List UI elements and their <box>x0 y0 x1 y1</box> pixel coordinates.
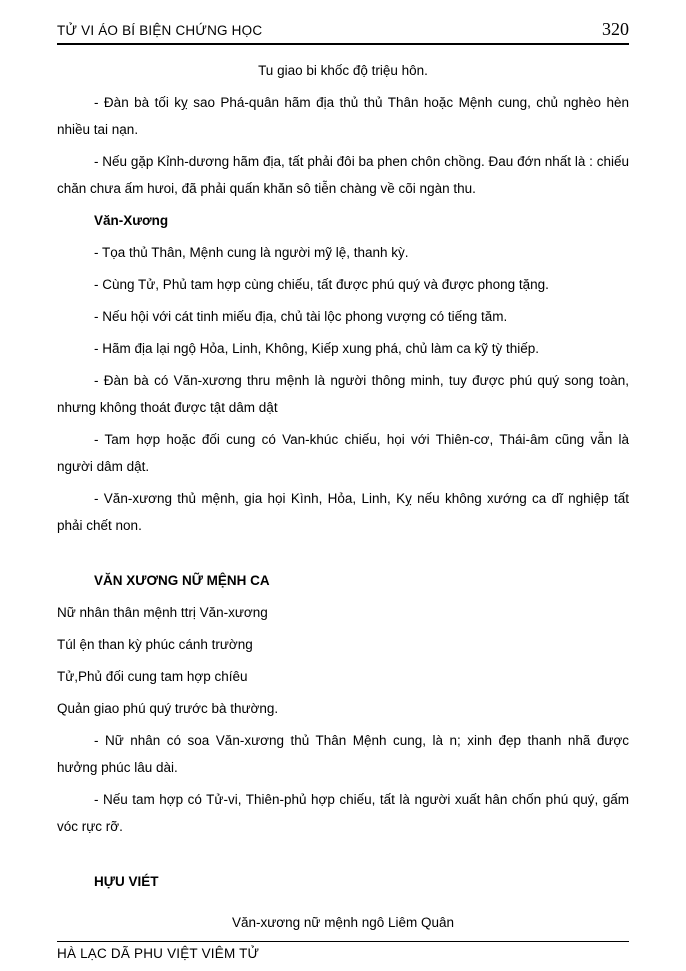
page-number: 320 <box>602 19 629 39</box>
verse-line: Tử,Phủ đối cung tam hợp chíêu <box>57 669 248 684</box>
centered-line: Tu giao bi khốc độ triệu hôn. <box>258 63 428 78</box>
paragraph: - Cùng Tử, Phủ tam hợp cùng chiếu, tất được phú quý và được phong tặng. <box>94 277 549 292</box>
section-heading: VĂN XƯƠNG NỮ MỆNH CA <box>94 573 270 588</box>
page-body <box>57 57 629 941</box>
page-footer <box>57 941 629 961</box>
paragraph: - Văn-xương thủ mệnh, gia họi Kình, Hỏa, Linh, Kỵ nếu không xướng ca dĩ nghiệp tất phải chết non. <box>57 491 629 533</box>
centered-line: Văn-xương nữ mệnh ngô Liêm Quân <box>231 915 455 930</box>
verse-line: Nữ nhân thân mệnh ttrị Văn-xương <box>57 605 268 620</box>
paragraph: - Tọa thủ Thân, Mệnh cung là người mỹ lệ, thanh kỳ. <box>94 245 409 260</box>
paragraph: - Hãm địa lại ngộ Hỏa, Linh, Không, Kiếp xung phá, chủ làm ca kỹ tỳ thiếp. <box>94 341 540 356</box>
book-title: TỬ VI ÁO BÍ BIỆN CHỨNG HỌC <box>57 23 263 38</box>
verse-line: Túl ện than kỳ phúc cánh trường <box>57 637 253 652</box>
section-heading: HỰU VIÉT <box>94 874 159 889</box>
paragraph: - Nếu hội với cát tinh miếu địa, chủ tài lộc phong vượng có tiếng tăm. <box>94 309 508 324</box>
page-header <box>57 20 629 45</box>
paragraph: - Nếu gặp Kỉnh-dương hãm địa, tất phải đôi ba phen chôn chồng. Đau đớn nhất là : chiếu chăn chưa ấm hưoi, đã phải quấn khăn sô tiễn chàng về cõi ngàn thu. <box>57 154 629 196</box>
paragraph: - Đàn bà có Văn-xương thru mệnh là người thông minh, tuy được phú quý song toàn, nhưng không thoát được tật dâm dật <box>57 373 629 415</box>
paragraph: - Nếu tam hợp có Tử-vi, Thiên-phủ hợp chiếu, tất là người xuất hân chốn phú quý, gấm vóc rực rỡ. <box>57 792 629 834</box>
verse-line: Quản giao phú quý trước bà thường. <box>57 701 279 716</box>
footer-text: HÀ LẠC DÃ PHU VIỆT VIÊM TỬ <box>57 946 260 961</box>
paragraph: - Tam hợp hoặc đối cung có Van-khúc chiếu, họi với Thiên-cơ, Thái-âm cũng vẫn là người dâm dật. <box>57 432 629 474</box>
paragraph: - Nữ nhân có soa Văn-xương thủ Thân Mệnh cung, là n; xinh đẹp thanh nhã được hưởng phúc lâu dài. <box>57 733 629 775</box>
section-heading: Văn-Xương <box>94 213 169 228</box>
paragraph: - Đàn bà tối kỵ sao Phá-quân hãm địa thủ thủ Thân hoặc Mệnh cung, chủ nghèo hèn nhiều tai nạn. <box>57 95 629 137</box>
